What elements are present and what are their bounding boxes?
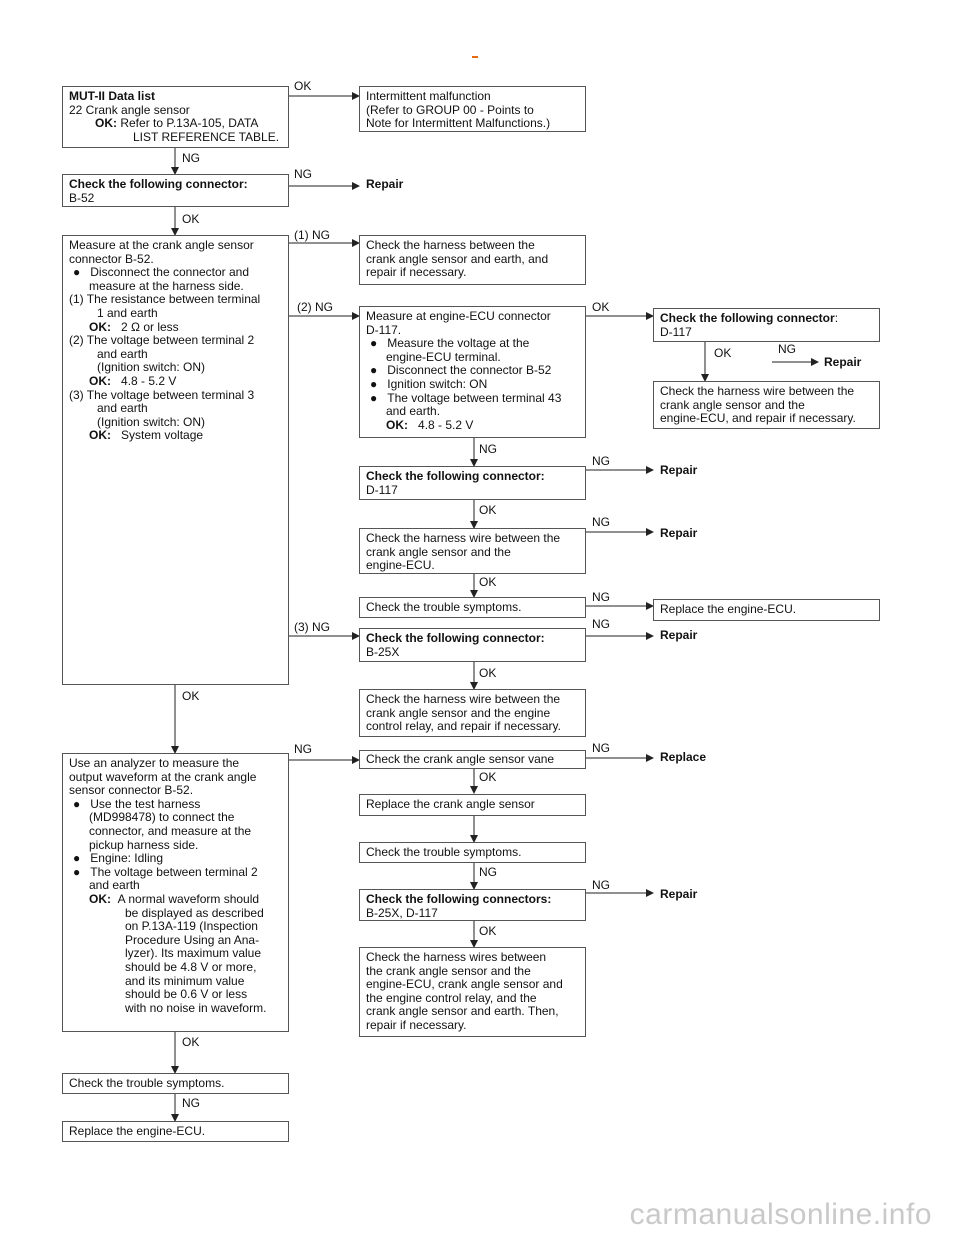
label-ng: NG <box>592 617 610 631</box>
harness-ecu-right-line: engine-ECU, and repair if necessary. <box>660 411 856 426</box>
label-ng: NG <box>592 878 610 892</box>
step-check-connectors-multi <box>359 889 586 921</box>
bullet-text: Disconnect the connector and <box>90 265 250 280</box>
d117-right-title-row <box>660 312 873 326</box>
label-ng: NG <box>479 442 497 456</box>
harness-ecu-right-line: crank angle sensor and the <box>660 397 805 412</box>
step-trouble-symptoms-bottom <box>62 1073 289 1094</box>
bullet-text: Use the test harness <box>90 796 201 811</box>
b52-title: Check the following connector: <box>69 177 248 191</box>
analyzer-line: lyzer). Its maximum value <box>125 946 262 961</box>
label-ok: OK <box>479 503 497 517</box>
measure-b52-line: 1 and earth <box>97 305 158 320</box>
measure-ok1 <box>69 321 282 335</box>
measure-b52-line: connector B-52. <box>69 251 154 266</box>
d117-mid-connector: D-117 <box>366 482 398 497</box>
d117-mid-title: Check the following connector: <box>366 469 545 483</box>
label-ok: OK <box>182 212 200 226</box>
analyzer-line: Use an analyzer to measure the <box>69 756 240 770</box>
ok-label: OK: <box>89 319 111 334</box>
bullet-text: The voltage between terminal 43 <box>387 390 562 405</box>
step-mut-data-list <box>62 86 289 148</box>
label-ok: OK <box>182 689 200 703</box>
step-check-connector-b52 <box>62 174 289 207</box>
harness-earth-line: crank angle sensor and earth, and <box>366 251 549 266</box>
b25x-connector: B-25X <box>366 644 400 659</box>
mut-ok-text: Refer to P.13A-105, DATA <box>120 116 259 131</box>
analyzer-line: on P.13A-119 (Inspection <box>125 919 258 934</box>
harness-ecu-mid-line: engine-ECU. <box>366 558 435 573</box>
analyzer-bullet <box>69 852 282 866</box>
step-harness-ecu-right <box>653 381 880 429</box>
measure-b52-bullet <box>69 266 282 280</box>
label-ok: OK <box>714 346 732 360</box>
label-ng: NG <box>294 742 312 756</box>
analyzer-line: output waveform at the crank angle <box>69 769 257 784</box>
label-ng: NG <box>479 865 497 879</box>
harness-wires-line: the engine control relay, and the <box>366 990 537 1005</box>
ok-value: A normal waveform should <box>117 891 260 906</box>
harness-wires-line: crank angle sensor and earth. Then, <box>366 1004 559 1019</box>
measure-b52-line: (3) The voltage between terminal 3 <box>69 387 255 402</box>
ecu-measure-line: engine-ECU terminal. <box>386 349 501 364</box>
multi-connector: B-25X, D-117 <box>366 905 438 920</box>
step-check-sensor-vane <box>359 750 586 769</box>
harness-wires-line: engine-ECU, crank angle sensor and <box>366 977 563 992</box>
bullet-text: The voltage between terminal 2 <box>90 864 258 879</box>
ok-label: OK: <box>89 428 111 443</box>
analyzer-bullet <box>69 798 282 812</box>
measure-b52-line: (1) The resistance between terminal <box>69 292 261 307</box>
label-ok: OK <box>592 300 610 314</box>
vane-text: Check the crank angle sensor vane <box>366 752 555 766</box>
ok-label: OK: <box>89 373 111 388</box>
label-ng: NG <box>182 1096 200 1110</box>
step-trouble-symptoms-1 <box>359 597 586 618</box>
label-ok: OK <box>182 1035 200 1049</box>
harness-relay-line: Check the harness wire between the <box>366 692 561 706</box>
replace-sensor-text: Replace the crank angle sensor <box>366 797 535 811</box>
harness-ecu-mid-line: crank angle sensor and the <box>366 544 511 559</box>
bullet-icon: ● <box>370 363 378 378</box>
label-ng: NG <box>592 590 610 604</box>
analyzer-line: connector, and measure at the <box>89 823 252 838</box>
label-ng3: (3) NG <box>294 620 330 634</box>
harness-wires-line: the crank angle sensor and the <box>366 963 531 978</box>
replace-ecu-text: Replace the engine-ECU. <box>69 1124 206 1138</box>
measure-b52-line: (Ignition switch: ON) <box>97 414 206 429</box>
analyzer-bullet <box>69 866 282 880</box>
d117-right-colon: : <box>834 311 839 325</box>
measure-b52-line: (Ignition switch: ON) <box>97 360 206 375</box>
ok-value: 2 Ω or less <box>121 319 179 334</box>
analyzer-line: (MD998478) to connect the <box>89 810 235 825</box>
mut-title: MUT-II Data list <box>69 89 156 103</box>
label-ok: OK <box>479 924 497 938</box>
ecu-bullet <box>366 364 579 378</box>
analyzer-line: should be 0.6 V or less <box>125 987 248 1002</box>
mut-item: 22 Crank angle sensor <box>69 102 190 117</box>
step-analyzer-waveform <box>62 753 289 1032</box>
harness-ecu-mid-line: Check the harness wire between the <box>366 531 561 545</box>
trouble3-text: Check the trouble symptoms. <box>69 1076 225 1090</box>
ok-value: 4.8 - 5.2 V <box>418 417 474 432</box>
step-trouble-symptoms-2 <box>359 842 586 863</box>
analyzer-line: with no noise in waveform. <box>125 1000 267 1015</box>
bullet-icon: ● <box>370 376 378 391</box>
harness-earth-line: repair if necessary. <box>366 265 467 280</box>
ecu-ok <box>366 419 579 433</box>
result-repair-d117-mid: Repair <box>660 463 698 477</box>
result-repair-harness-mid: Repair <box>660 526 698 540</box>
result-repair-b25x: Repair <box>660 628 698 642</box>
step-harness-wires <box>359 947 586 1037</box>
label-ng: NG <box>778 342 796 356</box>
bullet-icon: ● <box>73 864 81 879</box>
analyzer-line: be displayed as described <box>125 905 264 920</box>
ok-value: 4.8 - 5.2 V <box>121 373 177 388</box>
replace-ecu-right-text: Replace the engine-ECU. <box>660 602 797 616</box>
bullet-text: Disconnect the connector B-52 <box>387 363 552 378</box>
analyzer-line: sensor connector B-52. <box>69 783 194 798</box>
bullet-icon: ● <box>370 336 378 351</box>
intermittent-line: Intermittent malfunction <box>366 89 491 103</box>
harness-ecu-right-line: Check the harness wire between the <box>660 384 855 398</box>
b25x-title: Check the following connector: <box>366 631 545 645</box>
bullet-icon: ● <box>73 265 81 280</box>
b52-connector: B-52 <box>69 190 95 205</box>
label-ng: NG <box>592 741 610 755</box>
bullet-text: Ignition switch: ON <box>387 376 488 391</box>
label-ng1: (1) NG <box>294 228 330 242</box>
intermittent-line: (Refer to GROUP 00 - Points to <box>366 102 534 117</box>
result-repair-b52: Repair <box>366 177 404 191</box>
ecu-bullet <box>366 392 579 406</box>
analyzer-line: and its minimum value <box>125 973 245 988</box>
trouble1-text: Check the trouble symptoms. <box>366 600 522 614</box>
result-replace-vane: Replace <box>660 750 707 764</box>
mut-ok-text2: LIST REFERENCE TABLE. <box>133 129 280 144</box>
step-harness-earth <box>359 235 586 285</box>
label-ok: OK <box>479 666 497 680</box>
bullet-icon: ● <box>370 390 378 405</box>
measure-b52-line: measure at the harness side. <box>89 278 244 293</box>
result-replace-ecu-right <box>653 599 880 621</box>
harness-wires-line: Check the harness wires between <box>366 950 547 964</box>
label-ok: OK <box>294 79 312 93</box>
ok-value: System voltage <box>121 428 204 443</box>
analyzer-line: pickup harness side. <box>89 837 199 852</box>
measure-ok2 <box>69 375 282 389</box>
bullet-icon: ● <box>73 851 81 866</box>
result-repair-multi: Repair <box>660 887 698 901</box>
mut-ok-label: OK: <box>95 116 117 131</box>
label-ng2: (2) NG <box>297 300 333 314</box>
multi-title: Check the following connectors: <box>366 892 552 906</box>
result-intermittent <box>359 86 586 132</box>
bullet-text: Engine: Idling <box>90 851 163 866</box>
intermittent-line: Note for Intermittent Malfunctions.) <box>366 116 551 131</box>
harness-earth-line: Check the harness between the <box>366 238 535 252</box>
ok-label: OK: <box>386 417 408 432</box>
harness-wires-line: repair if necessary. <box>366 1017 467 1032</box>
harness-relay-line: control relay, and repair if necessary. <box>366 719 561 734</box>
step-check-connector-d117-mid <box>359 466 586 500</box>
measure-ok3 <box>69 429 282 443</box>
label-ng: NG <box>592 515 610 529</box>
step-check-connector-d117-right <box>653 308 880 342</box>
d117-right-connector: D-117 <box>660 324 692 339</box>
step-harness-relay <box>359 689 586 737</box>
label-ng: NG <box>294 167 312 181</box>
ecu-bullet <box>366 337 579 351</box>
trouble2-text: Check the trouble symptoms. <box>366 845 522 859</box>
ecu-bullet <box>366 378 579 392</box>
step-replace-ecu-bottom <box>62 1121 289 1142</box>
step-measure-ecu-d117 <box>359 306 586 438</box>
bullet-text: Measure the voltage at the <box>387 336 530 351</box>
label-ng: NG <box>592 454 610 468</box>
mut-ok-row <box>69 117 282 131</box>
ecu-measure-line: and earth. <box>386 404 441 419</box>
harness-relay-line: crank angle sensor and the engine <box>366 705 551 720</box>
label-ok: OK <box>479 770 497 784</box>
ok-label: OK: <box>89 891 111 906</box>
ecu-measure-line: D-117. <box>366 322 402 337</box>
result-repair-d117-right: Repair <box>824 355 862 369</box>
step-harness-ecu-mid <box>359 528 586 574</box>
d117-right-title: Check the following connector <box>660 311 835 325</box>
measure-b52-line: (2) The voltage between terminal 2 <box>69 333 255 348</box>
analyzer-line: and earth <box>89 878 140 893</box>
analyzer-line: should be 4.8 V or more, <box>125 959 257 974</box>
step-replace-sensor <box>359 794 586 816</box>
analyzer-ok <box>69 893 282 907</box>
label-ng: NG <box>182 151 200 165</box>
bullet-icon: ● <box>73 796 81 811</box>
step-measure-b52 <box>62 235 289 685</box>
ecu-measure-line: Measure at engine-ECU connector <box>366 309 551 323</box>
analyzer-line: Procedure Using an Ana- <box>125 932 260 947</box>
label-ok: OK <box>479 575 497 589</box>
measure-b52-line: and earth <box>97 401 148 416</box>
measure-b52-line: and earth <box>97 346 148 361</box>
measure-b52-line: Measure at the crank angle sensor <box>69 238 254 252</box>
watermark: carmanualsonline.info <box>629 1198 932 1231</box>
step-check-connector-b25x <box>359 628 586 662</box>
